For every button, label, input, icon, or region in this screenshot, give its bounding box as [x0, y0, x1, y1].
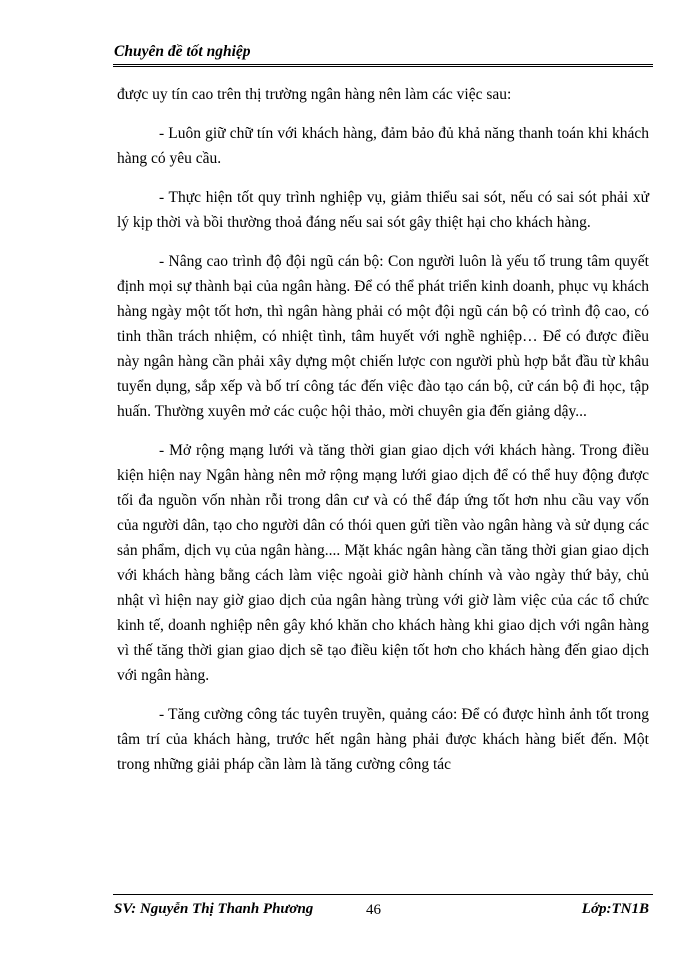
body-paragraph: - Nâng cao trình độ đội ngũ cán bộ: Con người luôn là yếu tố trung tâm quyết định mọi sự thành bại của ngân hàng. Để có thể phát triển kinh doanh, phục vụ khách hàng ngày một tốt hơn, thì ngân hàng phải có một đội ngũ cán bộ có trình độ cao, có tinh thần trách nhiệm, có nhiệt tình, tâm huyết với nghề nghiệp… Để có được điều này ngân hàng cần phải xây dựng một chiến lược con người phù hợp bắt đầu từ khâu tuyển dụng, sắp xếp và bố trí công tác đến việc đào tạo cán bộ, cử cán bộ đi học, tập huấn. Thường xuyên mở các cuộc hội thảo, mời chuyên gia đến giảng dậy...: [117, 253, 649, 420]
body-paragraph: - Luôn giữ chữ tín với khách hàng, đảm bảo đủ khả năng thanh toán khi khách hàng có yêu cầu.: [117, 125, 649, 167]
footer-student-name: SV: Nguyễn Thị Thanh Phương: [114, 901, 314, 917]
page-body: [117, 82, 649, 791]
page-header: [113, 40, 653, 67]
footer-class: Lớp:TN1B: [581, 901, 649, 917]
header-title: Chuyên đề tốt nghiệp: [114, 43, 251, 60]
body-paragraph: được uy tín cao trên thị trường ngân hàng nên làm các việc sau:: [117, 86, 512, 103]
body-paragraph: - Mở rộng mạng lưới và tăng thời gian giao dịch với khách hàng. Trong điều kiện hiện nay Ngân hàng nên mở rộng mạng lưới giao dịch để có thể huy động được tối đa nguồn vốn nhàn rỗi trong dân cư và có thể đáp ứng tốt hơn nhu cầu vay vốn của người dân, tạo cho người dân có thói quen gửi tiền vào ngân hàng và sử dụng các sản phẩm, dịch vụ của ngân hàng.... Mặt khác ngân hàng cần tăng thời gian giao dịch với khách hàng bằng cách làm việc ngoài giờ hành chính và vào ngày thứ bảy, chủ nhật vì hiện nay giờ giao dịch của ngân hàng trùng với giờ làm việc của các tổ chức kinh tế, doanh nghiệp nên gây khó khăn cho khách hàng khi giao dịch với ngân hàng vì thế tăng thời gian giao dịch sẽ tạo điều kiện tốt hơn cho khách hàng đến giao dịch với ngân hàng.: [117, 442, 649, 684]
page-number: 46: [366, 902, 381, 918]
page-footer: [113, 894, 653, 923]
body-paragraph: - Thực hiện tốt quy trình nghiệp vụ, giảm thiểu sai sót, nếu có sai sót phải xử lý kịp thời và bồi thường thoả đáng nếu sai sót gây thiệt hại cho khách hàng.: [117, 189, 649, 231]
body-paragraph: - Tăng cường công tác tuyên truyền, quảng cáo: Để có được hình ảnh tốt trong tâm trí của khách hàng, trước hết ngân hàng phải được khách hàng biết đến. Một trong những giải pháp cần làm là tăng cường công tác: [117, 706, 649, 773]
